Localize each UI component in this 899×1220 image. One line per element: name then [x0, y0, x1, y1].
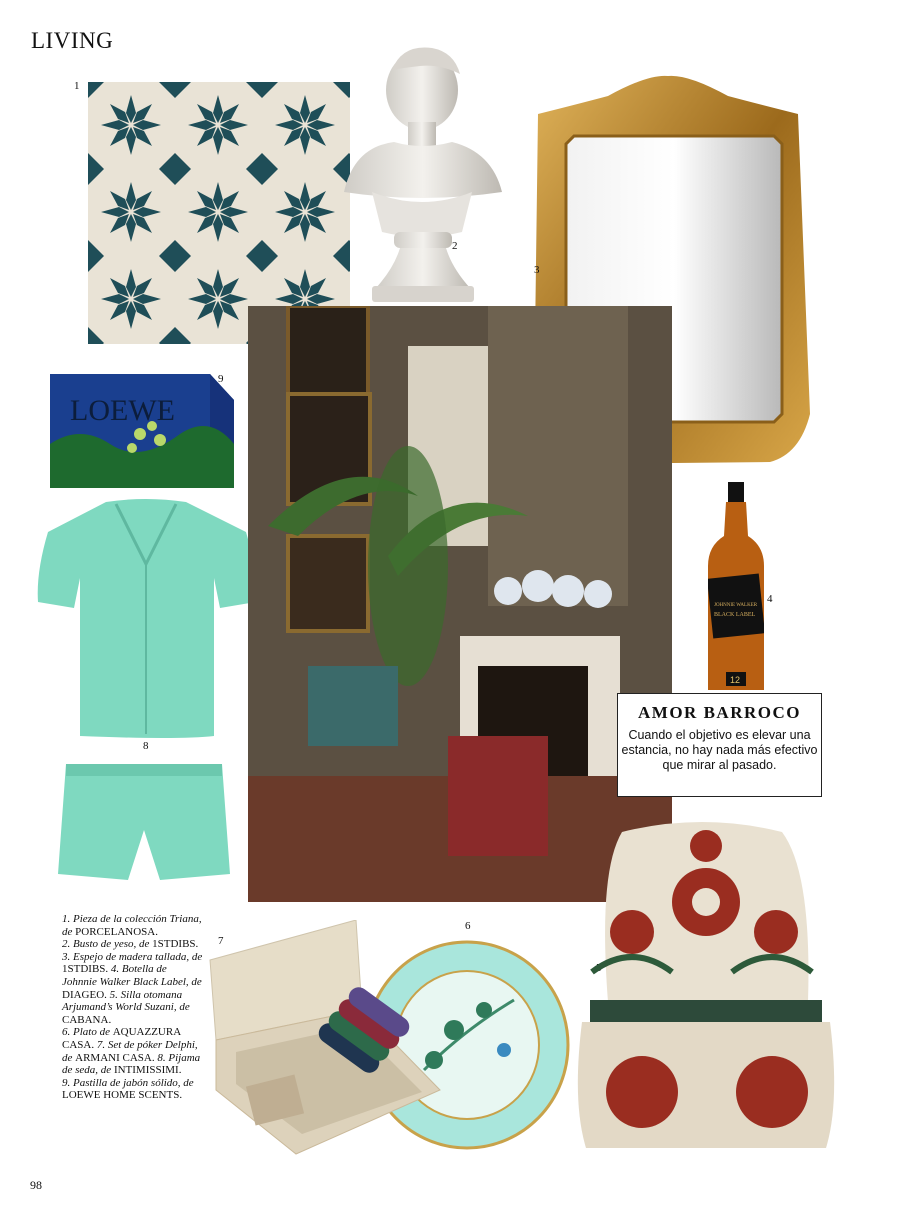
silk-pajama-shorts-image — [58, 760, 230, 882]
item-number-9: 9 — [218, 373, 224, 385]
item-number-2: 2 — [452, 240, 458, 252]
section-title: LIVING — [31, 28, 114, 53]
item-number-3: 3 — [534, 264, 540, 276]
item-number-8: 8 — [143, 740, 149, 752]
loewe-soap-box-image — [50, 374, 234, 488]
item-number-7: 7 — [218, 935, 224, 947]
bottle-brand-text: JOHNNIE WALKER — [714, 603, 758, 608]
baroque-interior-photo — [248, 306, 672, 902]
caption-item-7: 7. Set de póker Delphi, de ARMANI CASA. — [62, 1038, 198, 1064]
caption-item-1: 1. Pieza de la colección Triana, de PORCELANOSA. — [62, 913, 202, 938]
bottle-age-text: 12 — [730, 675, 741, 685]
tile-pattern — [88, 82, 350, 344]
feature-title: AMOR BARROCO — [638, 703, 801, 722]
feature-text: Cuando el objetivo es elevar una estancia, no hay nada más efectivo que mirar al pasado. — [621, 728, 818, 772]
item-number-1: 1 — [74, 80, 80, 92]
plaster-bust-image — [342, 42, 504, 304]
loewe-logo-text: LOEWE — [70, 394, 175, 427]
caption-item-4: 4. Botella de Johnnie Walker Black Label, de DIAGEO. — [62, 963, 202, 1001]
item-number-5: 5 — [596, 962, 602, 974]
item-number-4: 4 — [767, 593, 773, 605]
feature-box — [617, 693, 822, 797]
poker-set-image — [206, 920, 442, 1156]
caption-item-2: 2. Busto de yeso, de 1STDIBS. — [62, 938, 199, 951]
caption-item-8: 8. Pijama de seda, de INTIMISSIMI. — [62, 1051, 201, 1077]
caption-item-9: 9. Pastilla de jabón sólido, de LOEWE HOME SCENTS. — [62, 1076, 194, 1102]
whisky-bottle-image — [708, 482, 764, 694]
silk-pajama-shirt-image — [36, 498, 258, 738]
caption-item-6: 6. Plato de AQUAZZURA CASA. — [62, 1026, 181, 1051]
caption-block — [62, 913, 204, 1102]
suzani-chair-image — [572, 822, 840, 1156]
tile-image — [88, 82, 350, 344]
caption-item-3: 3. Espejo de madera tallada, de 1STDIBS. — [62, 950, 203, 976]
page-number: 98 — [30, 1178, 42, 1192]
item-number-6: 6 — [465, 920, 471, 932]
bottle-label-text: BLACK LABEL — [714, 612, 756, 618]
caption-item-5: 5. Silla otomana Arjumand’s World Suzani, de CABANA. — [62, 988, 190, 1026]
